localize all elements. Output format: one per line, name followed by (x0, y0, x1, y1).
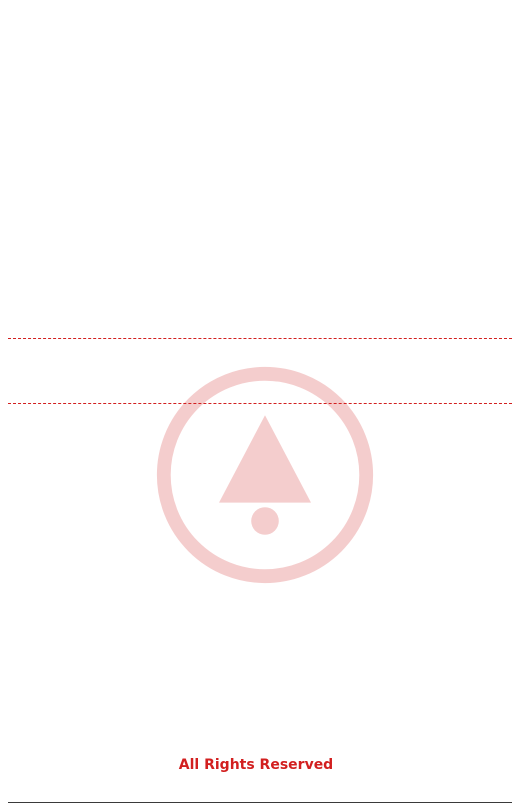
rights-text: All Rights Reserved (178, 757, 334, 773)
paragraph-2 (8, 264, 512, 332)
paragraph-1 (8, 36, 512, 262)
article-page (8, 6, 512, 777)
divider-bottom (8, 403, 512, 404)
highlight-quote (8, 345, 512, 397)
article-headline (8, 6, 512, 36)
paragraph-3 (8, 410, 512, 546)
divider-top (8, 338, 512, 339)
paragraph-4 (8, 548, 512, 730)
copyright-footer (8, 753, 512, 777)
